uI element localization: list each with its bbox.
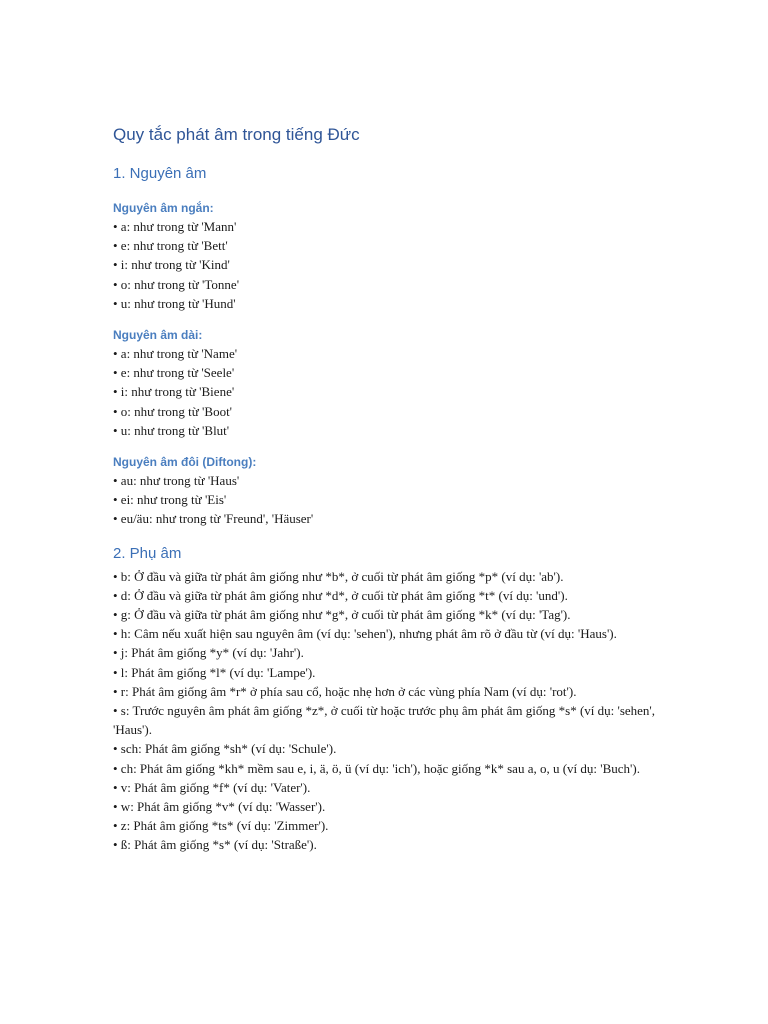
list-item: • i: như trong từ 'Biene' <box>113 384 235 400</box>
document-title: Quy tắc phát âm trong tiếng Đức <box>113 125 360 144</box>
subheading-long-vowels: Nguyên âm dài: <box>113 328 203 343</box>
group-long-vowels <box>113 326 658 440</box>
list-item: • g: Ở đầu và giữa từ phát âm giống như *g*, ở cuối từ phát âm giống *k* (ví dụ: 'Tag'). <box>113 607 571 623</box>
list-item: • a: như trong từ 'Name' <box>113 346 238 362</box>
list-item: • v: Phát âm giống *f* (ví dụ: 'Vater'). <box>113 779 311 795</box>
list-item: • z: Phát âm giống *ts* (ví dụ: 'Zimmer'). <box>113 818 329 834</box>
list-item: • eu/äu: như trong từ 'Freund', 'Häuser' <box>113 511 314 527</box>
list-item: • ch: Phát âm giống *kh* mềm sau e, i, ä, ö, ü (ví dụ: 'ich'), hoặc giống *k* sau a, o, u (ví dụ: 'Buch'). <box>113 760 640 776</box>
list-item: • u: như trong từ 'Blut' <box>113 422 230 438</box>
subheading-short-vowels: Nguyên âm ngắn: <box>113 201 214 215</box>
list-item: • sch: Phát âm giống *sh* (ví dụ: 'Schule'). <box>113 741 337 757</box>
list-item: • b: Ở đầu và giữa từ phát âm giống như *b*, ở cuối từ phát âm giống *p* (ví dụ: 'ab'). <box>113 568 564 584</box>
section-heading-vowels: 1. Nguyên âm <box>113 165 207 182</box>
list-item: • w: Phát âm giống *v* (ví dụ: 'Wasser'). <box>113 799 326 815</box>
list-item: • i: như trong từ 'Kind' <box>113 257 230 273</box>
list-item: • au: như trong từ 'Haus' <box>113 473 240 489</box>
list-item: • h: Câm nếu xuất hiện sau nguyên âm (ví dụ: 'sehen'), nhưng phát âm rõ ở đầu từ (ví dụ: 'Haus'). <box>113 626 617 642</box>
document-page <box>113 123 658 855</box>
section-consonants <box>113 543 658 855</box>
list-item: • j: Phát âm giống *y* (ví dụ: 'Jahr'). <box>113 645 304 661</box>
list-item: • a: như trong từ 'Mann' <box>113 219 237 234</box>
list-item: • e: như trong từ 'Bett' <box>113 238 228 254</box>
list-item: • u: như trong từ 'Hund' <box>113 295 236 311</box>
section-heading-consonants: 2. Phụ âm <box>113 544 182 562</box>
section-vowels <box>113 163 658 529</box>
list-item: • l: Phát âm giống *l* (ví dụ: 'Lampe'). <box>113 664 316 680</box>
list-item: • r: Phát âm giống âm *r* ở phía sau cổ, hoặc nhẹ hơn ở các vùng phía Nam (ví dụ: 'rot'). <box>113 683 577 699</box>
list-item: • ei: như trong từ 'Eis' <box>113 492 227 508</box>
list-item: • ß: Phát âm giống *s* (ví dụ: 'Straße'). <box>113 837 317 853</box>
list-item: • o: như trong từ 'Tonne' <box>113 276 240 292</box>
group-diphthongs <box>113 453 658 529</box>
list-item: • e: như trong từ 'Seele' <box>113 365 235 381</box>
subheading-diphthongs: Nguyên âm đôi (Diftong): <box>113 455 257 470</box>
group-short-vowels <box>113 199 658 313</box>
list-item: • s: Trước nguyên âm phát âm giống *z*, ở cuối từ hoặc trước phụ âm phát âm giống *s* (ví dụ: 'sehen', 'Haus'). <box>113 703 656 738</box>
list-item: • o: như trong từ 'Boot' <box>113 403 233 419</box>
list-item: • d: Ở đầu và giữa từ phát âm giống như *d*, ở cuối từ phát âm giống *t* (ví dụ: 'und'). <box>113 587 568 603</box>
